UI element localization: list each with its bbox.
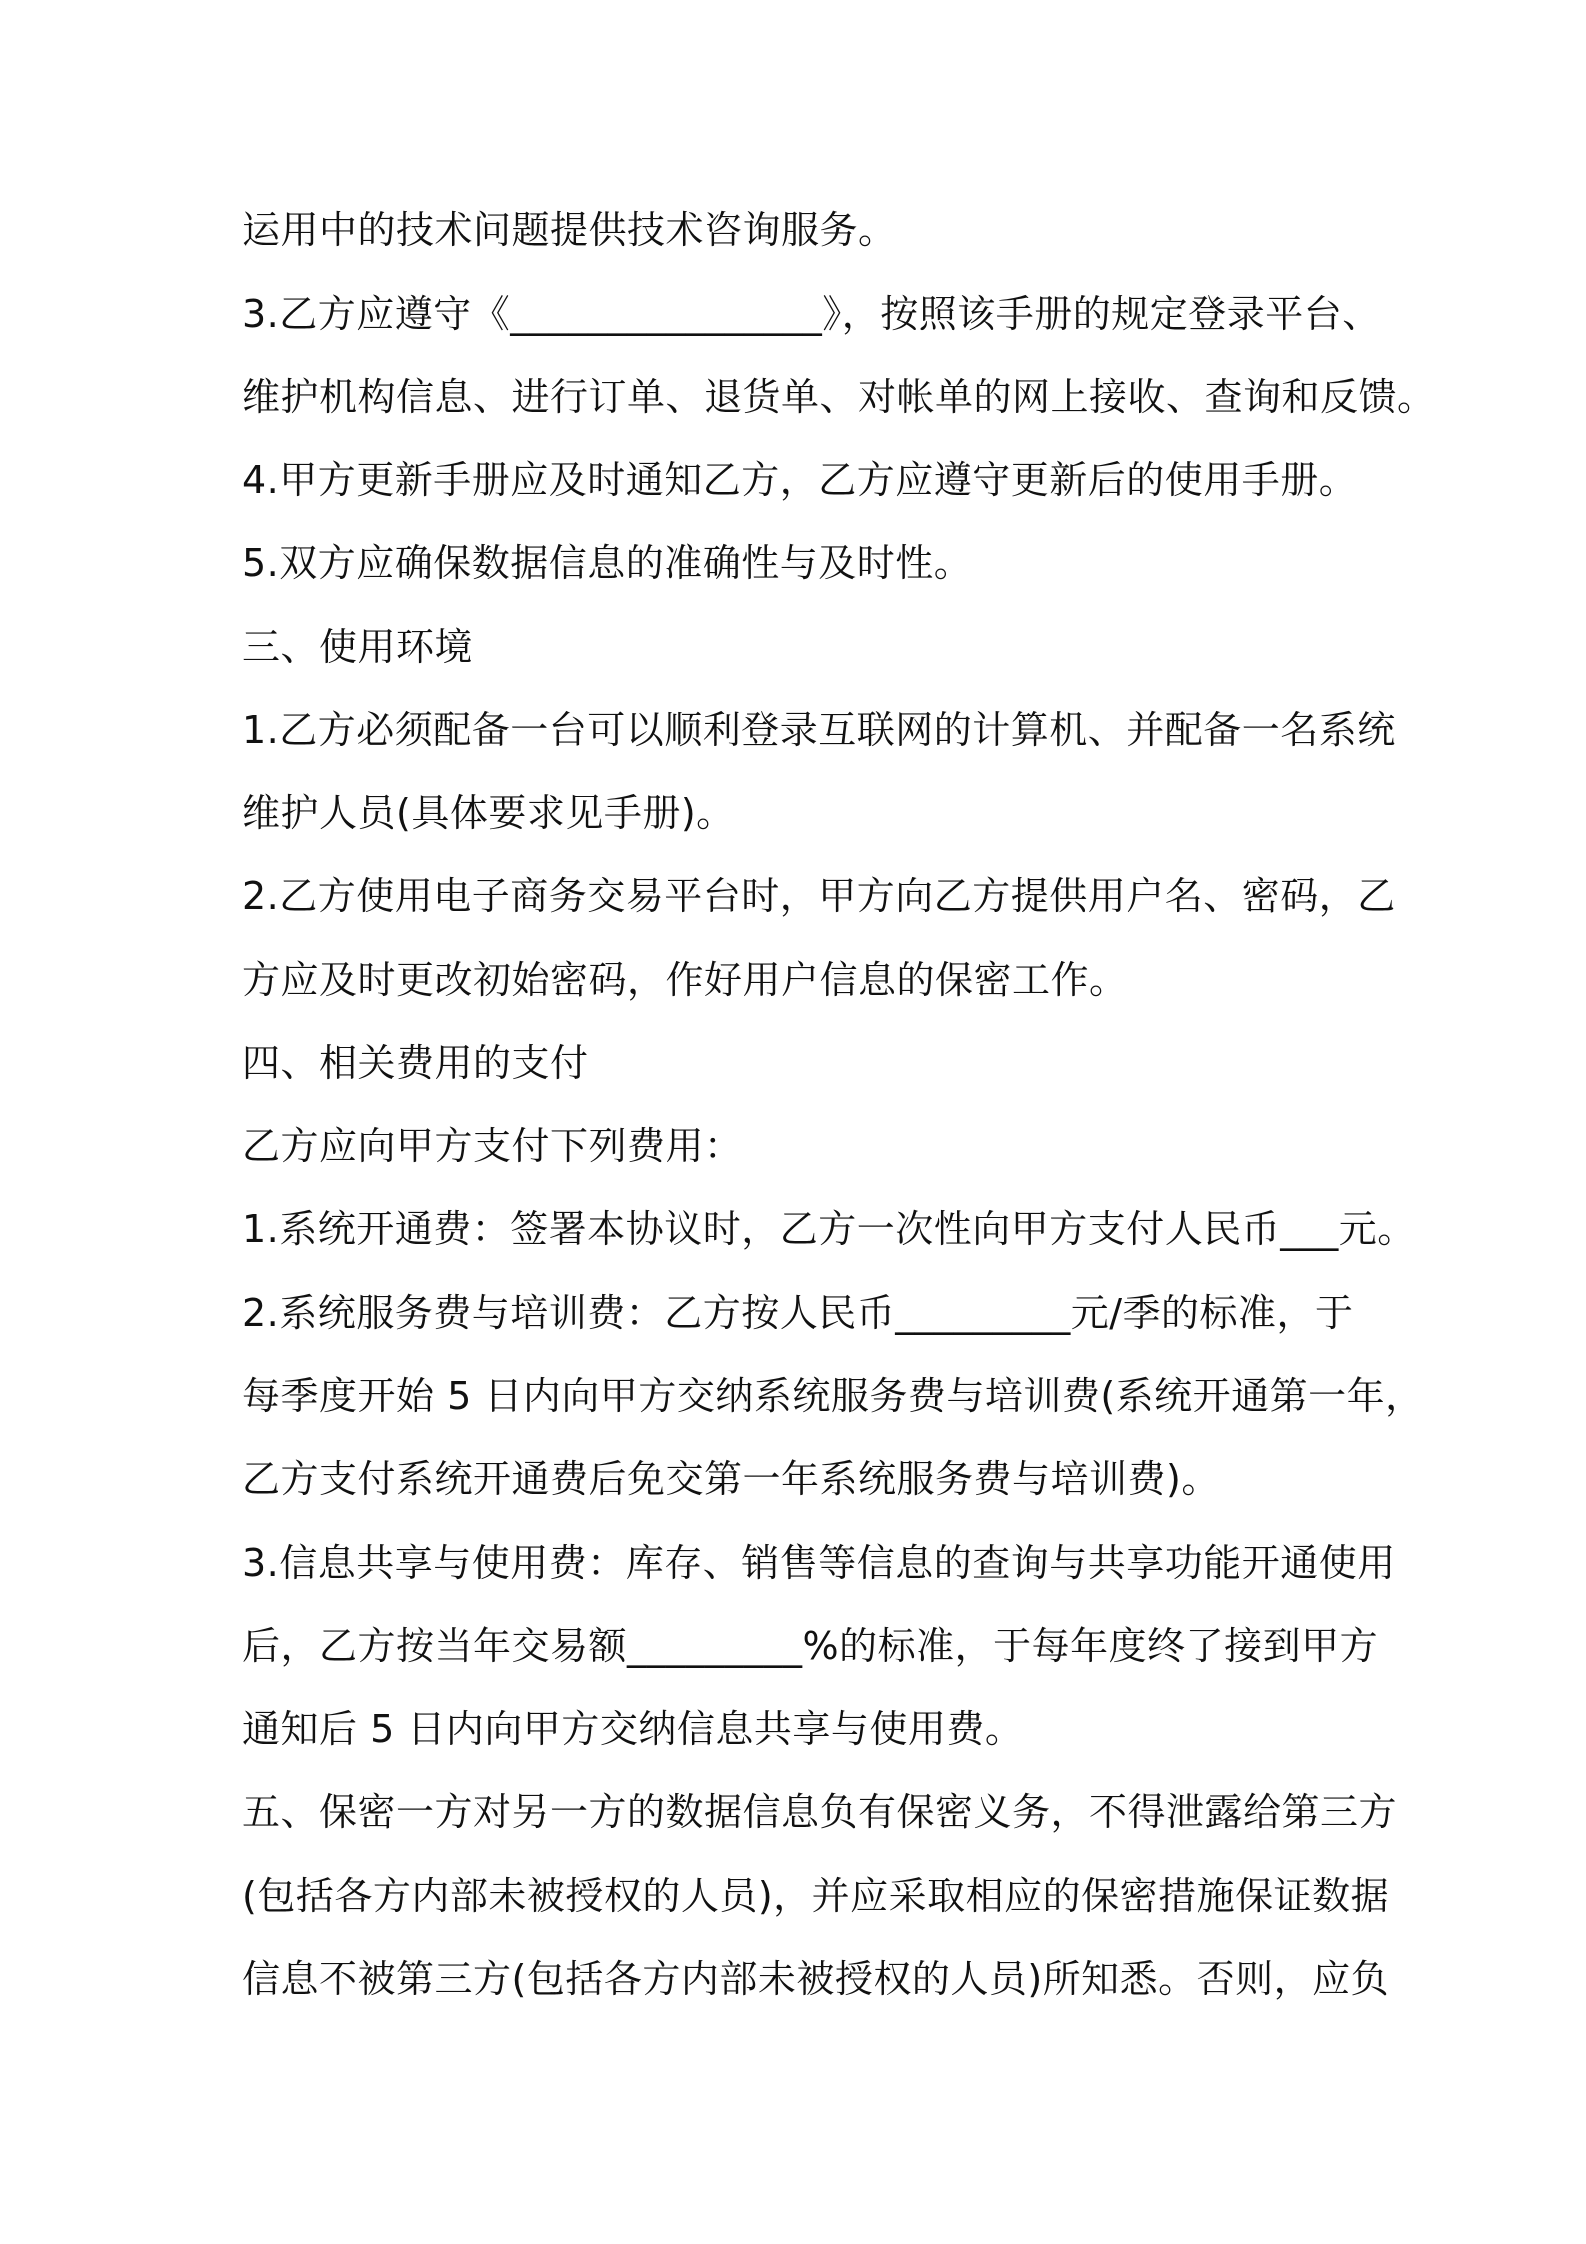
text-line: 3.信息共享与使用费：库存、销售等信息的查询与共享功能开通使用 xyxy=(242,1541,1396,1585)
text-line: 信息不被第三方(包括各方内部未被授权的人员)所知悉。否则，应负 xyxy=(242,1957,1390,2001)
text-line: (包括各方内部未被授权的人员)，并应采取相应的保密措施保证数据 xyxy=(242,1874,1390,1918)
text-line: 维护人员(具体要求见手册)。 xyxy=(242,791,735,835)
text-line: 后，乙方按当年交易额_________%的标准，于每年度终了接到甲方 xyxy=(242,1624,1379,1668)
text-line: 5.双方应确保数据信息的准确性与及时性。 xyxy=(242,541,973,585)
section-heading: 五、保密一方对另一方的数据信息负有保密义务，不得泄露给第三方 xyxy=(242,1790,1398,1834)
section-heading: 四、相关费用的支付 xyxy=(242,1041,589,1085)
text-line: 1.系统开通费：签署本协议时，乙方一次性向甲方支付人民币___元。 xyxy=(242,1207,1416,1251)
text-line: 方应及时更改初始密码，作好用户信息的保密工作。 xyxy=(242,958,1128,1002)
text-line: 3.乙方应遵守《________________》，按照该手册的规定登录平台、 xyxy=(242,292,1381,336)
text-line: 乙方支付系统开通费后免交第一年系统服务费与培训费)。 xyxy=(242,1457,1220,1501)
text-line: 通知后 5 日内向甲方交纳信息共享与使用费。 xyxy=(242,1707,1024,1751)
section-heading: 三、使用环境 xyxy=(242,625,474,669)
text-line: 4.甲方更新手册应及时通知乙方，乙方应遵守更新后的使用手册。 xyxy=(242,458,1358,502)
text-line: 维护机构信息、进行订单、退货单、对帐单的网上接收、查询和反馈。 xyxy=(242,375,1436,419)
text-line: 每季度开始 5 日内向甲方交纳系统服务费与培训费(系统开通第一年， xyxy=(242,1374,1424,1418)
text-line: 2.系统服务费与培训费：乙方按人民币_________元/季的标准，于 xyxy=(242,1291,1354,1335)
text-line: 1.乙方必须配备一台可以顺利登录互联网的计算机、并配备一名系统 xyxy=(242,708,1396,752)
text-line: 2.乙方使用电子商务交易平台时，甲方向乙方提供用户名、密码，乙 xyxy=(242,874,1396,918)
text-line: 乙方应向甲方支付下列费用： xyxy=(242,1124,743,1168)
text-line: 运用中的技术问题提供技术咨询服务。 xyxy=(242,208,897,252)
